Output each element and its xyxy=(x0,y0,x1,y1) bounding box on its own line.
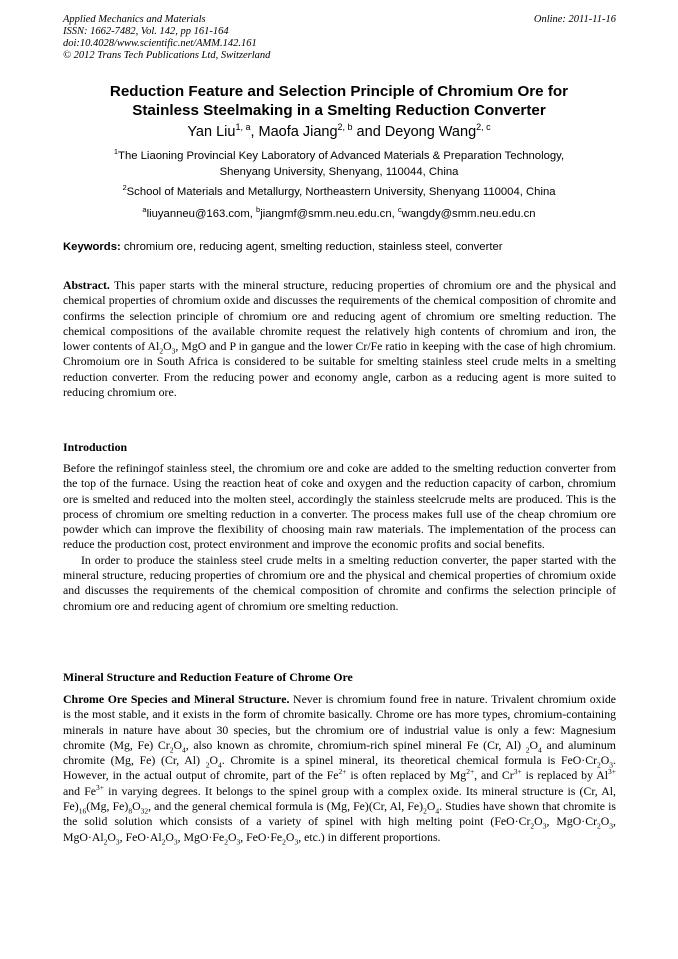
email-list xyxy=(40,206,638,222)
subscript: 2 xyxy=(103,837,108,847)
superscript: 2+ xyxy=(338,767,347,777)
subscript: 3 xyxy=(609,821,614,831)
text: O xyxy=(529,737,539,752)
subscript: 4 xyxy=(181,745,186,755)
section-heading-mineral: Mineral Structure and Reduction Feature of Chrome Ore xyxy=(63,670,353,684)
text: . Chromite is a spinel mineral, its theoretical chemical formula is FeO·Cr xyxy=(221,753,598,768)
text: , FeO·Fe xyxy=(240,829,283,844)
author-separator: and xyxy=(352,124,385,140)
abstract-text: , MgO and P in gangue and the lower Cr/Fe ratio in keeping with the case of high chromium. Chromoium ore in South Africa is considered to be suitable for smelting stainless steel crude melts in a smelting reduction converter. From the reducing power and economy angle, carbon as a reducing agent is more suited to reducing chromium ore. xyxy=(63,339,616,400)
title-line-2: Stainless Steelmaking in a Smelting Reduction Converter xyxy=(132,102,546,119)
text: O xyxy=(600,753,610,768)
author-separator: , xyxy=(250,124,259,140)
superscript: 2+ xyxy=(466,767,475,777)
text: , MgO·Cr xyxy=(546,814,598,829)
text: , FeO·Al xyxy=(119,829,162,844)
doi-line[interactable]: doi:10.4028/www.scientific.net/AMM.142.161 xyxy=(63,38,257,49)
subscript: 2 xyxy=(597,760,601,770)
email-link[interactable]: liuyanneu@163.com, xyxy=(146,208,257,220)
subscript: 2 xyxy=(161,837,166,847)
subscript: 4 xyxy=(538,745,542,755)
subscript: 4 xyxy=(435,806,440,816)
superscript: 3+ xyxy=(96,782,104,792)
text: is often replaced by Mg xyxy=(346,768,467,783)
subscript: 3 xyxy=(115,837,120,847)
text: Never is chromium found free in nature. Trivalent chromium oxide is the most stable, and it exists in the form of chromite basically. Chrome ore has more types, chromium-containing minerals in nature have about 30 species, but the chromium ore of industrial value is only a few: Magnesium chromite (Mg, Fe) Cr xyxy=(63,692,616,752)
subscript: 2 xyxy=(597,821,601,831)
text: . However, in the actual output of chromite, part of the Fe xyxy=(63,753,616,783)
text: O xyxy=(426,799,436,814)
author-name: Yan Liu xyxy=(187,124,236,140)
author-name: Maofa Jiang xyxy=(258,124,338,140)
text: , MgO·Fe xyxy=(177,829,225,844)
affiliation-mark: 2 xyxy=(122,183,127,193)
abstract-text: This paper starts with the mineral structure, reducing properties of chromium ore and the physical and chemical properties of chromium oxide and discusses the requirements of the chemical composition of chromite and confirms the selection principle of chromium ore and reducing agent of chromium ore smelting reduction. The chemical compositions of the available chromite request the relatively high contents of chromium and iron, the lower contents of Al xyxy=(63,278,616,354)
text: (Mg, Fe) xyxy=(86,799,129,814)
subscript: 3 xyxy=(171,346,176,356)
subscript: 2 xyxy=(530,821,535,831)
affiliation-mark: 1 xyxy=(113,147,119,157)
email-mark: c xyxy=(397,205,402,215)
introduction-body xyxy=(63,461,616,614)
affiliation-text: The Liaoning Provincial Key Laboratory of Advanced Materials & Preparation Technology, xyxy=(118,150,565,162)
text: O xyxy=(285,829,295,844)
run-in-heading: Chrome Ore Species and Mineral Structure. xyxy=(63,692,290,706)
subscript: 3 xyxy=(294,837,299,847)
section-heading-introduction: Introduction xyxy=(63,440,128,454)
abstract-text: O xyxy=(163,339,172,354)
subscript: 3 xyxy=(542,821,547,831)
affiliation-2 xyxy=(40,184,638,200)
paragraph: Before the refiningof stainless steel, the chromium ore and coke are added to the smelting reduction converter from the top of the furnace. Using the reaction heat of coke and oxygen and the reduction capacity of carbon, chromium ore is smelted and reduced into the molten steel, accordingly the stainless steelcrude melts are produced. This is the process of chromium ore smelting reduction in a converter. The process makes full use of the cheap chromium ore powder which can improve the flexibility of choosing main raw materials. The implementation of the process can reduce the production cost, protect environment and improve the economic profits and social benefits. xyxy=(63,461,616,552)
text: O xyxy=(534,814,543,829)
title-line-1: Reduction Feature and Selection Principle of Chromium Ore for xyxy=(109,83,569,100)
text: . Studies have shown that chromite is the solid solution which consists of a variety of spinel with high melting point (FeO·Cr xyxy=(63,799,616,829)
author-affiliation-mark: 1, a xyxy=(235,122,251,133)
subscript: 32 xyxy=(140,806,149,816)
subscript: 3 xyxy=(609,760,614,770)
text: O xyxy=(600,814,610,829)
copyright-line: © 2012 Trans Tech Publications Ltd, Switzerland xyxy=(63,50,271,61)
author-name: Deyong Wang xyxy=(384,124,477,140)
journal-header xyxy=(63,14,616,62)
text: , also known as chromite, chromium-rich spinel mineral Fe (Cr, Al) xyxy=(185,737,526,752)
abstract xyxy=(63,278,616,400)
paragraph: In order to produce the stainless steel crude melts in a smelting reduction converter, the paper started with the mineral structure, reducing properties of chromium ore and the physical and chemical properties of chromium oxide and discusses the requirements of the chemical composition of chromite and confirms the selection principle of chromium ore and reducing agent of chromium ore smelting reduction. xyxy=(63,552,616,613)
subscript: 3 xyxy=(236,837,241,847)
subscript: 2 xyxy=(423,806,427,816)
email-link[interactable]: wangdy@smm.neu.edu.cn xyxy=(401,208,536,220)
author-affiliation-mark: 2, b xyxy=(337,122,353,133)
affiliation-1 xyxy=(40,148,638,180)
text: , etc.) in different proportions. xyxy=(298,829,441,844)
affiliation-text: School of Materials and Metallurgy, Northeastern University, Shenyang 110004, China xyxy=(126,186,556,198)
text: , MgO·Al xyxy=(63,814,616,844)
email-link[interactable]: jiangmf@smm.neu.edu.cn, xyxy=(260,208,398,220)
subscript: 2 xyxy=(159,346,164,356)
text: O xyxy=(173,737,182,752)
subscript: 8 xyxy=(128,806,133,816)
subscript: 16 xyxy=(78,806,87,816)
superscript: 3+ xyxy=(513,767,522,777)
text: in varying degrees. It belongs to the spinel group with a complex oxide. Its mineral structure is (Cr, Al, Fe) xyxy=(63,783,617,814)
text: O xyxy=(132,799,141,814)
journal-name: Applied Mechanics and Materials xyxy=(63,14,206,25)
online-date: Online: 2011-11-16 xyxy=(533,14,616,25)
text: , and the general chemical formula is (Mg, Fe)(Cr, Al, Fe) xyxy=(148,799,424,814)
subscript: 2 xyxy=(224,837,228,847)
text: O xyxy=(165,829,174,844)
text: , and Cr xyxy=(474,768,514,783)
email-mark: a xyxy=(142,205,147,215)
text: O xyxy=(209,753,218,768)
subscript: 3 xyxy=(173,837,178,847)
subscript: 4 xyxy=(218,760,222,770)
text: and Fe xyxy=(63,783,97,798)
text: is replaced by Al xyxy=(521,768,608,783)
keywords-text: chromium ore, reducing agent, smelting reduction, stainless steel, converter xyxy=(120,241,503,253)
subscript: 2 xyxy=(205,760,210,770)
subscript: 2 xyxy=(169,745,174,755)
superscript: 3+ xyxy=(608,767,616,777)
issn-line: ISSN: 1662-7482, Vol. 142, pp 161-164 xyxy=(63,26,229,37)
abstract-label: Abstract. xyxy=(63,278,110,292)
author-affiliation-mark: 2, c xyxy=(476,122,491,133)
text: O xyxy=(227,829,237,844)
email-mark: b xyxy=(256,205,261,215)
author-list xyxy=(40,123,638,141)
mineral-paragraph xyxy=(63,692,616,845)
subscript: 2 xyxy=(525,745,530,755)
text: O xyxy=(107,829,116,844)
paper-title xyxy=(40,82,638,120)
keywords-label: Keywords: xyxy=(63,241,121,253)
affiliation-text: Shenyang University, Shenyang, 110044, China xyxy=(219,166,459,178)
subscript: 2 xyxy=(282,837,286,847)
keywords xyxy=(63,240,616,255)
text: and aluminum chromite (Mg, Fe) (Cr, Al) xyxy=(63,737,616,768)
